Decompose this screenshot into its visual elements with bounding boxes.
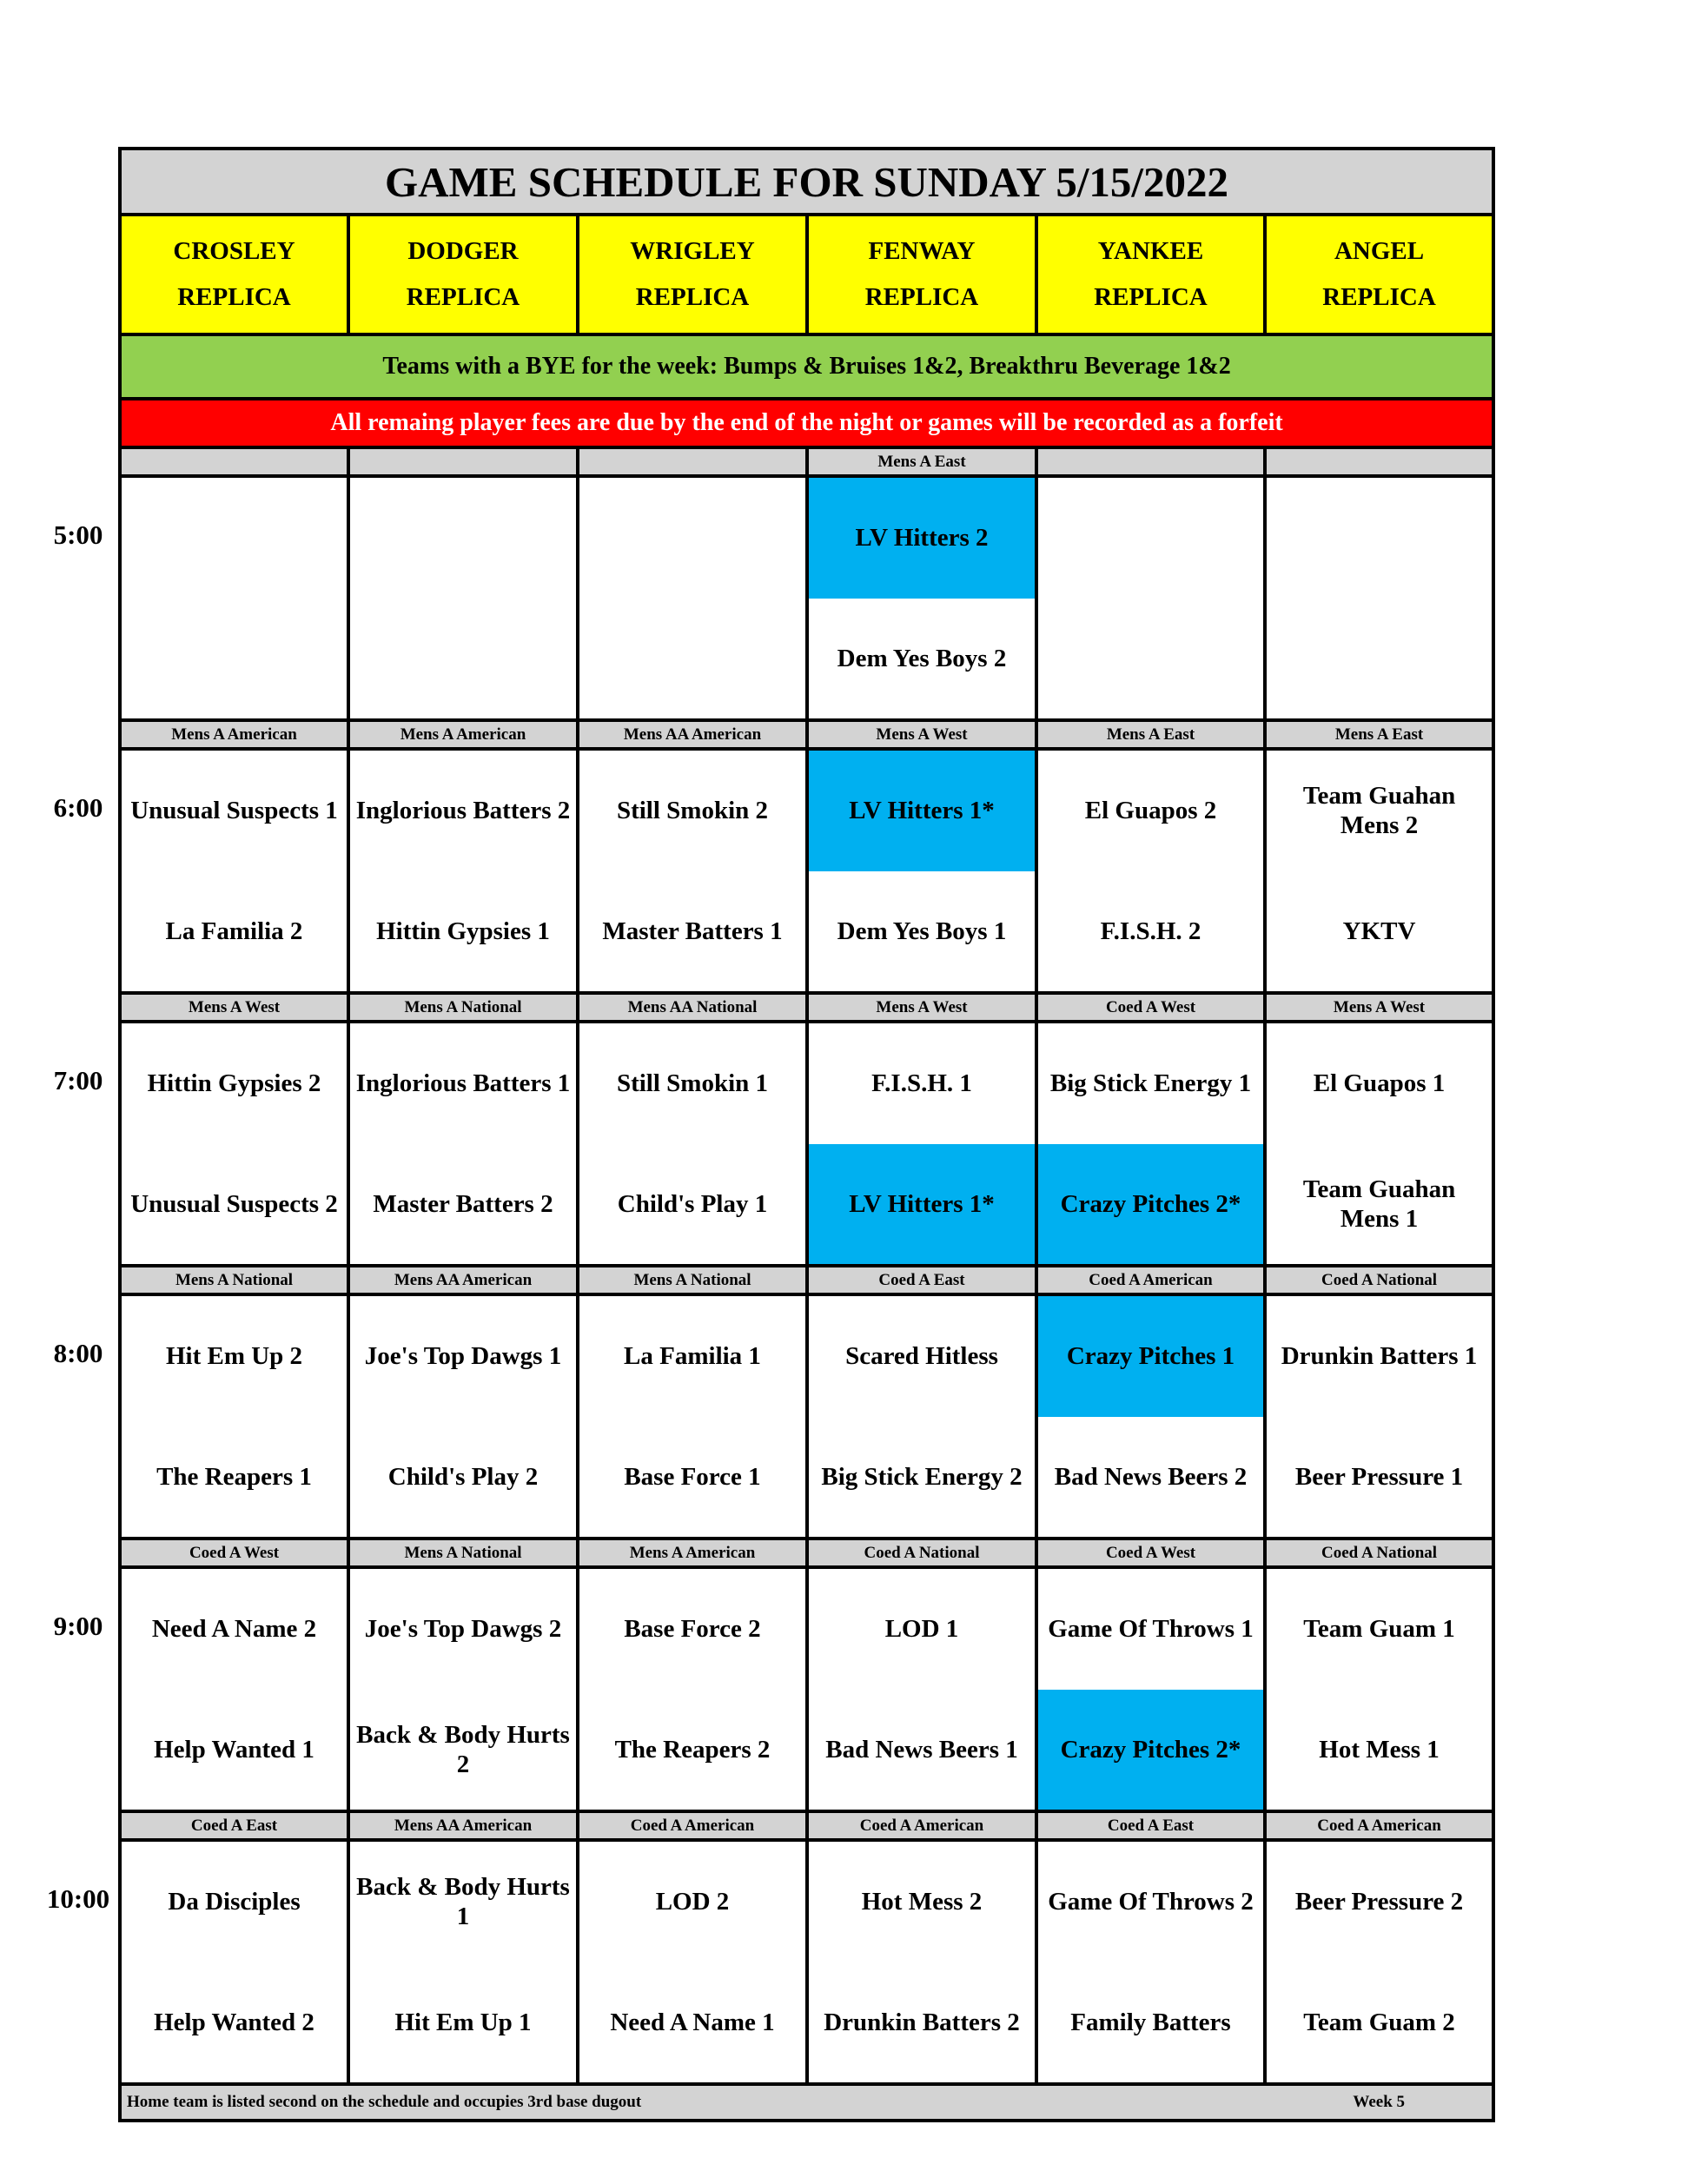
- game-cell-angel: [1265, 749, 1493, 993]
- away-team: [1038, 478, 1263, 599]
- game-cell-angel: [1265, 1840, 1493, 2084]
- game-row: [120, 1567, 1493, 1811]
- home-team: Hittin Gypsies 1: [376, 917, 550, 945]
- game-cell-crosley: [120, 1840, 348, 2084]
- division-label-dodger: Mens A National: [348, 1539, 578, 1567]
- home-team: Drunkin Batters 2: [824, 2008, 1020, 2036]
- away-team: Hittin Gypsies 2: [147, 1069, 321, 1098]
- division-label-fenway: Coed A East: [807, 1266, 1036, 1294]
- home-team: [122, 599, 347, 719]
- away-team: El Guapos 2: [1084, 797, 1217, 825]
- division-label-angel: Mens A West: [1265, 993, 1493, 1022]
- field-sub: REPLICA: [177, 283, 291, 311]
- game-row: [120, 1294, 1493, 1539]
- home-team: The Reapers 1: [156, 1462, 312, 1491]
- away-team: Still Smokin 1: [616, 1069, 769, 1098]
- division-label-yankee: Mens A East: [1036, 720, 1265, 749]
- away-team: Crazy Pitches 1: [1038, 1296, 1263, 1417]
- game-cell-wrigley: [578, 1840, 807, 2084]
- division-label-fenway: Mens A East: [807, 447, 1036, 476]
- game-cell-fenway: [807, 1840, 1036, 2084]
- home-team: Child's Play 2: [387, 1462, 539, 1491]
- division-label-crosley: Coed A West: [120, 1539, 348, 1567]
- division-row: [120, 1266, 1493, 1294]
- away-team: Joe's Top Dawgs 1: [364, 1342, 562, 1371]
- home-team: [579, 599, 805, 719]
- away-team: [350, 478, 576, 599]
- game-cell-wrigley: [578, 749, 807, 993]
- field-header-fenway: [807, 215, 1036, 334]
- time-label: 7:00: [53, 1065, 103, 1096]
- away-team: [579, 478, 805, 599]
- home-team: Crazy Pitches 2*: [1038, 1690, 1263, 1810]
- footer-row: [120, 2084, 1493, 2121]
- fee-banner: All remaing player fees are due by the end of the night or games will be recorded as a forfeit: [120, 399, 1493, 447]
- away-team: Hot Mess 2: [861, 1888, 983, 1916]
- division-label-wrigley: Mens AA National: [578, 993, 807, 1022]
- field-sub: REPLICA: [1322, 283, 1436, 311]
- home-team: Big Stick Energy 2: [821, 1462, 1023, 1491]
- away-team: La Familia 1: [624, 1342, 761, 1371]
- game-cell-angel: [1265, 1567, 1493, 1811]
- game-row: [120, 749, 1493, 993]
- home-team: Child's Play 1: [617, 1189, 768, 1218]
- away-team: LOD 1: [884, 1615, 959, 1644]
- game-cell-fenway: [807, 1022, 1036, 1266]
- game-cell-dodger: [348, 1567, 578, 1811]
- division-label-crosley: Mens A American: [120, 720, 348, 749]
- division-label-angel: Mens A East: [1265, 720, 1493, 749]
- home-team: Hot Mess 1: [1319, 1735, 1440, 1764]
- division-label-fenway: Mens A West: [807, 720, 1036, 749]
- home-team: The Reapers 2: [614, 1735, 771, 1764]
- field-header-yankee: [1036, 215, 1265, 334]
- away-team: Need A Name 2: [151, 1615, 317, 1644]
- field-sub: REPLICA: [1094, 283, 1208, 311]
- division-row: [120, 720, 1493, 749]
- home-team: Need A Name 1: [610, 2008, 775, 2036]
- home-team: Base Force 1: [624, 1462, 761, 1491]
- division-label-yankee: Coed A West: [1036, 1539, 1265, 1567]
- division-label-dodger: Mens A National: [348, 993, 578, 1022]
- week-label: Week 5: [1353, 2093, 1406, 2111]
- home-team: Help Wanted 1: [154, 1735, 314, 1764]
- field-name: FENWAY: [868, 237, 976, 265]
- away-team: Joe's Top Dawgs 2: [364, 1615, 562, 1644]
- home-team: La Familia 2: [165, 917, 303, 945]
- game-cell-crosley: [120, 476, 348, 720]
- game-cell-angel: [1265, 476, 1493, 720]
- home-team: Bad News Beers 1: [825, 1735, 1018, 1764]
- away-team: Team Guam 1: [1303, 1615, 1455, 1644]
- home-team: YKTV: [1342, 917, 1416, 945]
- away-team: Inglorious Batters 2: [355, 797, 571, 825]
- away-team: Team Guahan Mens 2: [1302, 782, 1456, 840]
- home-team: Dem Yes Boys 2: [837, 644, 1007, 672]
- division-label-dodger: Mens AA American: [348, 1266, 578, 1294]
- time-label: 6:00: [53, 792, 103, 824]
- division-label-yankee: Coed A West: [1036, 993, 1265, 1022]
- footer-cell: [120, 2084, 1493, 2121]
- home-team: [1267, 599, 1492, 719]
- division-label-crosley: Mens A National: [120, 1266, 348, 1294]
- home-team: Bad News Beers 2: [1054, 1462, 1248, 1491]
- home-team: Master Batters 2: [373, 1189, 553, 1218]
- away-team: Back & Body Hurts 1: [356, 1873, 570, 1931]
- game-cell-crosley: [120, 1022, 348, 1266]
- game-cell-dodger: [348, 1840, 578, 2084]
- division-row: [120, 447, 1493, 476]
- game-cell-yankee: [1036, 476, 1265, 720]
- division-label-dodger: Mens AA American: [348, 1811, 578, 1840]
- field-name: CROSLEY: [173, 237, 295, 265]
- division-label-angel: Coed A National: [1265, 1266, 1493, 1294]
- division-label-wrigley: Mens A National: [578, 1266, 807, 1294]
- game-cell-angel: [1265, 1022, 1493, 1266]
- division-label-yankee: [1036, 447, 1265, 476]
- game-cell-crosley: [120, 1294, 348, 1539]
- field-name: DODGER: [407, 237, 519, 265]
- footer-note: Home team is listed second on the schedule and occupies 3rd base dugout: [127, 2093, 642, 2111]
- game-cell-crosley: [120, 1567, 348, 1811]
- game-cell-angel: [1265, 1294, 1493, 1539]
- time-label: 5:00: [53, 520, 103, 551]
- home-team: Team Guam 2: [1303, 2008, 1455, 2036]
- division-row: [120, 1539, 1493, 1567]
- field-sub: REPLICA: [406, 283, 520, 311]
- away-team: [1267, 478, 1492, 599]
- away-team: LOD 2: [655, 1888, 730, 1916]
- home-team: Back & Body Hurts 2: [356, 1720, 570, 1778]
- away-team: LV Hitters 1*: [809, 751, 1035, 871]
- home-team: Unusual Suspects 2: [130, 1189, 338, 1218]
- game-cell-fenway: [807, 1567, 1036, 1811]
- game-cell-wrigley: [578, 1294, 807, 1539]
- game-row: [120, 1840, 1493, 2084]
- division-label-fenway: Coed A National: [807, 1539, 1036, 1567]
- game-cell-yankee: [1036, 1840, 1265, 2084]
- away-team: [122, 478, 347, 599]
- game-cell-crosley: [120, 749, 348, 993]
- away-team: Scared Hitless: [845, 1342, 998, 1371]
- home-team: Dem Yes Boys 1: [837, 917, 1007, 945]
- away-team: Game Of Throws 1: [1048, 1615, 1254, 1644]
- field-name: ANGEL: [1334, 237, 1425, 265]
- home-team: Family Batters: [1070, 2008, 1231, 2036]
- time-label: 8:00: [53, 1338, 103, 1369]
- division-label-crosley: Mens A West: [120, 993, 348, 1022]
- away-team: Da Disciples: [168, 1888, 301, 1916]
- away-team: F.I.S.H. 1: [871, 1069, 972, 1098]
- home-team: Team Guahan Mens 1: [1302, 1175, 1456, 1233]
- home-team: Master Batters 1: [602, 917, 783, 945]
- game-cell-fenway: [807, 749, 1036, 993]
- division-label-wrigley: Mens AA American: [578, 720, 807, 749]
- division-row: [120, 993, 1493, 1022]
- game-cell-wrigley: [578, 1567, 807, 1811]
- away-team: Base Force 2: [624, 1615, 761, 1644]
- division-label-angel: Coed A National: [1265, 1539, 1493, 1567]
- home-team: [350, 599, 576, 719]
- field-sub: REPLICA: [635, 283, 750, 311]
- away-team: LV Hitters 2: [809, 478, 1035, 599]
- home-team: F.I.S.H. 2: [1100, 917, 1201, 945]
- schedule-table: [118, 147, 1495, 2122]
- game-cell-yankee: [1036, 749, 1265, 993]
- division-label-wrigley: Coed A American: [578, 1811, 807, 1840]
- game-cell-dodger: [348, 1294, 578, 1539]
- division-label-yankee: Coed A East: [1036, 1811, 1265, 1840]
- division-label-dodger: [348, 447, 578, 476]
- page-title: GAME SCHEDULE FOR SUNDAY 5/15/2022: [120, 149, 1493, 215]
- division-label-fenway: Coed A American: [807, 1811, 1036, 1840]
- field-header-angel: [1265, 215, 1493, 334]
- away-team: Game Of Throws 2: [1048, 1888, 1254, 1916]
- game-cell-dodger: [348, 749, 578, 993]
- away-team: Hit Em Up 2: [165, 1342, 303, 1371]
- game-row: [120, 1022, 1493, 1266]
- schedule-sheet: [118, 147, 1492, 2122]
- game-cell-yankee: [1036, 1022, 1265, 1266]
- game-cell-fenway: [807, 1294, 1036, 1539]
- time-label: 9:00: [53, 1611, 103, 1642]
- time-label: 10:00: [46, 1883, 110, 1915]
- away-team: El Guapos 1: [1313, 1069, 1446, 1098]
- division-label-angel: Coed A American: [1265, 1811, 1493, 1840]
- home-team: Beer Pressure 1: [1294, 1462, 1464, 1491]
- game-cell-yankee: [1036, 1567, 1265, 1811]
- field-name: WRIGLEY: [630, 237, 755, 265]
- field-sub: REPLICA: [864, 283, 979, 311]
- game-cell-yankee: [1036, 1294, 1265, 1539]
- division-label-crosley: [120, 447, 348, 476]
- division-label-yankee: Coed A American: [1036, 1266, 1265, 1294]
- division-label-fenway: Mens A West: [807, 993, 1036, 1022]
- division-label-wrigley: [578, 447, 807, 476]
- division-label-wrigley: Mens A American: [578, 1539, 807, 1567]
- division-label-dodger: Mens A American: [348, 720, 578, 749]
- away-team: Still Smokin 2: [616, 797, 769, 825]
- game-cell-wrigley: [578, 1022, 807, 1266]
- away-team: Unusual Suspects 1: [130, 797, 338, 825]
- away-team: Drunkin Batters 1: [1281, 1342, 1478, 1371]
- bye-banner: Teams with a BYE for the week: Bumps & Bruises 1&2, Breakthru Beverage 1&2: [120, 334, 1493, 399]
- game-row: [120, 476, 1493, 720]
- field-name: YANKEE: [1097, 237, 1204, 265]
- game-cell-fenway: [807, 476, 1036, 720]
- away-team: Big Stick Energy 1: [1049, 1069, 1252, 1098]
- home-team: Hit Em Up 1: [394, 2008, 532, 2036]
- field-header-wrigley: [578, 215, 807, 334]
- home-team: Help Wanted 2: [154, 2008, 314, 2036]
- field-header-dodger: [348, 215, 578, 334]
- away-team: Beer Pressure 2: [1294, 1888, 1464, 1916]
- division-label-crosley: Coed A East: [120, 1811, 348, 1840]
- division-row: [120, 1811, 1493, 1840]
- home-team: LV Hitters 1*: [809, 1144, 1035, 1265]
- game-cell-wrigley: [578, 476, 807, 720]
- home-team: Crazy Pitches 2*: [1038, 1144, 1263, 1265]
- game-cell-dodger: [348, 476, 578, 720]
- away-team: Inglorious Batters 1: [355, 1069, 571, 1098]
- game-cell-dodger: [348, 1022, 578, 1266]
- field-header-crosley: [120, 215, 348, 334]
- division-label-angel: [1265, 447, 1493, 476]
- home-team: [1038, 599, 1263, 719]
